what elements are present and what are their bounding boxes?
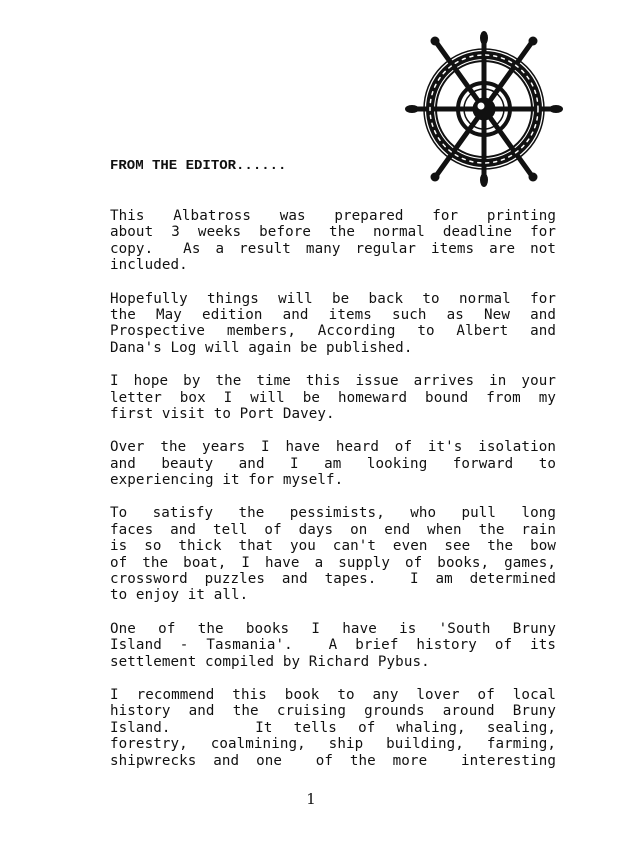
paragraph bbox=[110, 439, 556, 488]
text-line: I hope by the time this issue arrives in your bbox=[110, 373, 556, 390]
text-line: first visit to Port Davey. bbox=[110, 405, 335, 422]
page-heading: FROM THE EDITOR...... bbox=[110, 158, 287, 174]
text-line: of the boat, I have a supply of books, games, bbox=[110, 554, 556, 571]
page-number: 1 bbox=[306, 790, 316, 808]
paragraph bbox=[110, 687, 556, 769]
text-line: copy. As a result many regular items are not bbox=[110, 240, 556, 257]
text-line: Over the years I have heard of it's isolation bbox=[110, 439, 556, 456]
text-line: is so thick that you can't even see the bow bbox=[110, 538, 556, 555]
text-line: history and the cruising grounds around Bruny bbox=[110, 703, 556, 720]
ship-wheel-icon bbox=[398, 30, 570, 188]
text-line: and beauty and I am looking forward to bbox=[110, 455, 556, 472]
text-line: forestry, coalmining, ship building, farming, bbox=[110, 736, 556, 753]
text-line: faces and tell of days on end when the rain bbox=[110, 521, 556, 538]
text-line: shipwrecks and one of the more interesting bbox=[110, 752, 556, 769]
text-line: Dana's Log will again be published. bbox=[110, 339, 413, 356]
text-line: To satisfy the pessimists, who pull long bbox=[110, 505, 556, 522]
paragraph bbox=[110, 621, 556, 670]
text-line: settlement compiled by Richard Pybus. bbox=[110, 653, 430, 670]
text-line: crossword puzzles and tapes. I am determined bbox=[110, 571, 556, 588]
paragraph bbox=[110, 505, 556, 603]
article-body bbox=[110, 208, 556, 786]
text-line: letter box I will be homeward bound from my bbox=[110, 389, 556, 406]
text-line: Prospective members, According to Albert and bbox=[110, 323, 556, 340]
text-line: included. bbox=[110, 257, 188, 274]
text-line: Hopefully things will be back to normal for bbox=[110, 290, 556, 307]
text-line: experiencing it for myself. bbox=[110, 472, 344, 489]
text-line: Island. It tells of whaling, sealing, bbox=[110, 719, 556, 736]
text-line: about 3 weeks before the normal deadline for bbox=[110, 224, 556, 241]
text-line: the May edition and items such as New and bbox=[110, 306, 556, 323]
text-line: to enjoy it all. bbox=[110, 587, 249, 604]
text-line: One of the books I have is 'South Bruny bbox=[110, 620, 556, 637]
text-line: Island - Tasmania'. A brief history of its bbox=[110, 637, 556, 654]
text-line: This Albatross was prepared for printing bbox=[110, 208, 556, 224]
paragraph bbox=[110, 373, 556, 422]
text-line: I recommend this book to any lover of local bbox=[110, 686, 556, 703]
paragraph bbox=[110, 291, 556, 357]
paragraph bbox=[110, 208, 556, 274]
